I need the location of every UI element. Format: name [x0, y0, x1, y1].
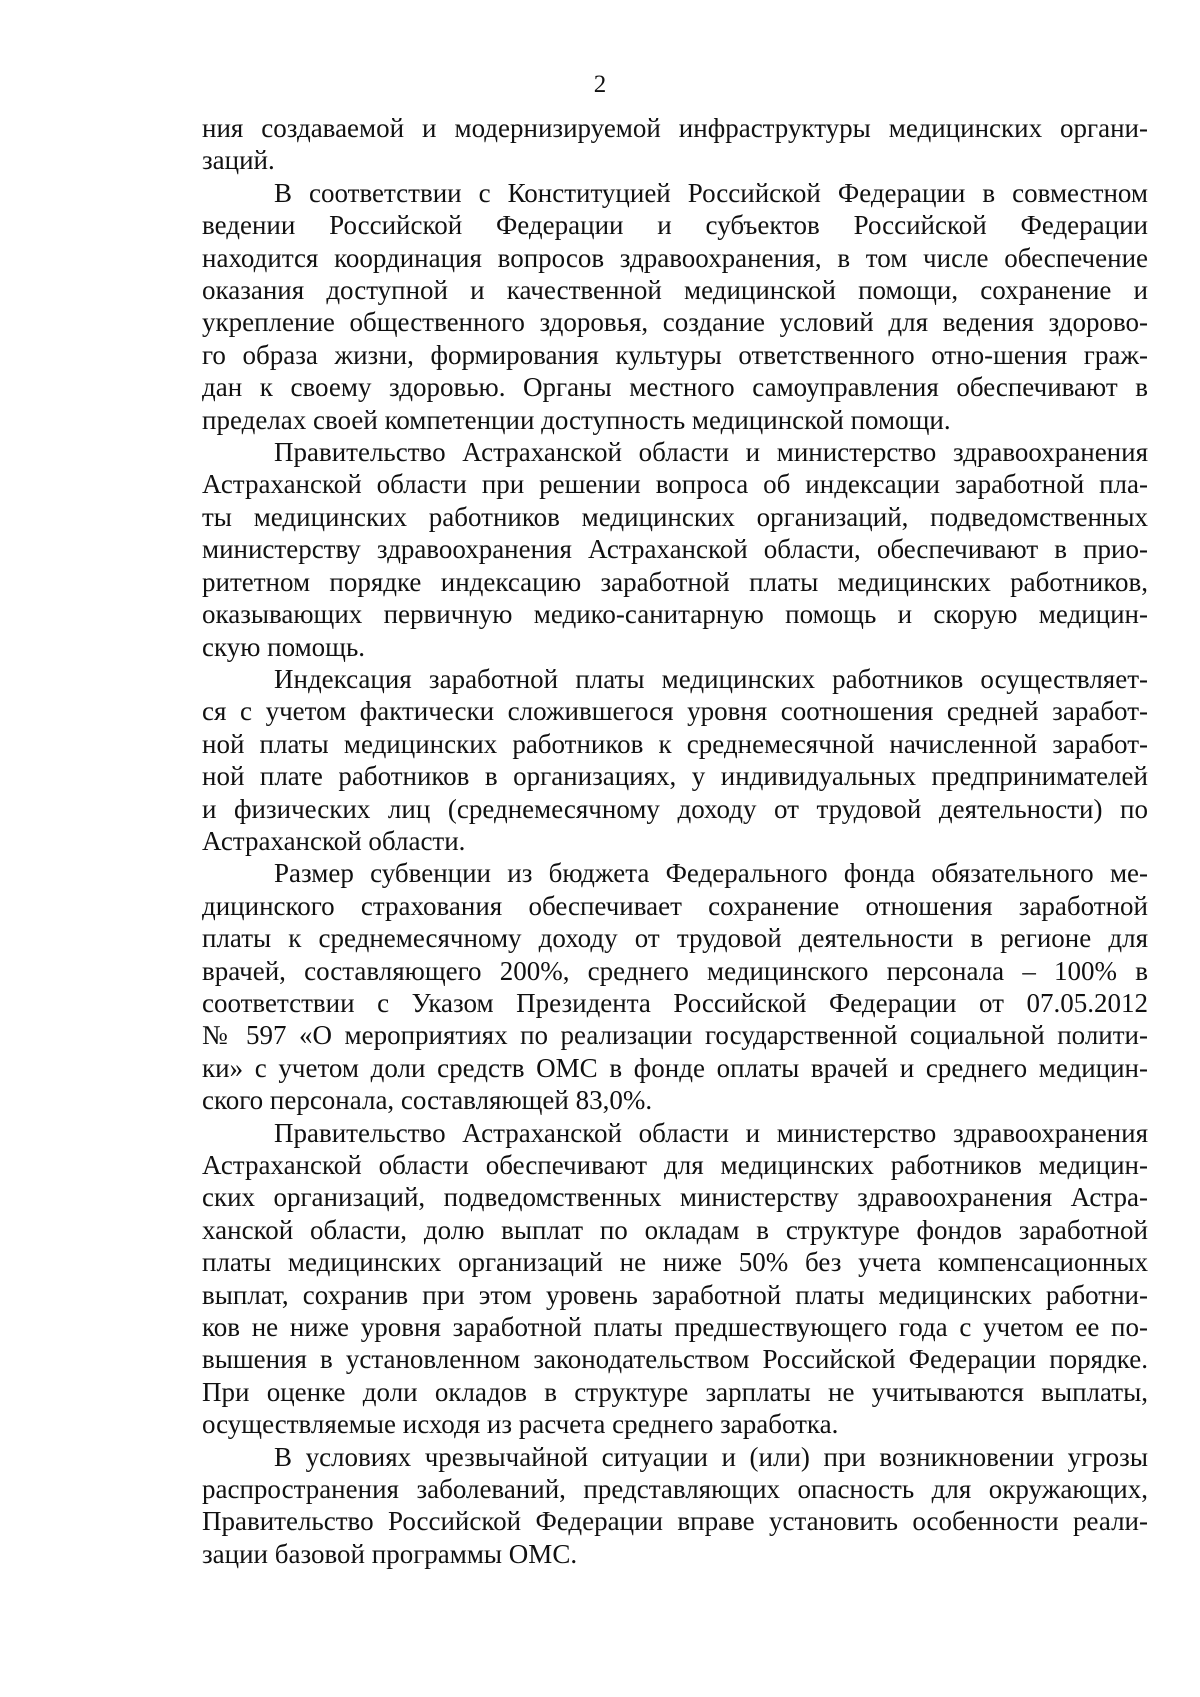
text-line: выплат, сохранив при этом уровень заработной платы медицинских работни- — [202, 1279, 1148, 1310]
text-line: № 597 «О мероприятиях по реализации государственной социальной полити- — [202, 1020, 1148, 1051]
text-line: находится координация вопросов здравоохранения, в том числе обеспечение — [202, 242, 1148, 273]
text-line: Астраханской области. — [202, 825, 466, 856]
text-line: оказывающих первичную медико-санитарную помощь и скорую медицин- — [202, 599, 1148, 630]
text-line: заций. — [202, 145, 275, 176]
text-line: При оценке доли окладов в структуре зарплаты не учитываются выплаты, — [202, 1376, 1148, 1407]
text-line: В условиях чрезвычайной ситуации и (или) при возникновении угрозы — [274, 1441, 1148, 1472]
text-line: ведении Российской Федерации и субъектов Российской Федерации — [202, 210, 1148, 241]
text-line: министерству здравоохранения Астраханской области, обеспечивают в прио- — [202, 534, 1148, 565]
text-line: распространения заболеваний, представляющих опасность для окружающих, — [202, 1474, 1148, 1505]
paragraph-2 — [202, 177, 1148, 436]
text-line: ских организаций, подведомственных министерству здравоохранения Астра- — [202, 1182, 1148, 1213]
text-line: ки» с учетом доли средств ОМС в фонде оплаты врачей и среднего медицин- — [202, 1052, 1148, 1083]
text-line: ния создаваемой и модернизируемой инфраструктуры медицинских органи- — [202, 113, 1148, 143]
document-body — [202, 112, 1148, 1570]
text-line: Индексация заработной платы медицинских работников осуществляет- — [274, 663, 1148, 694]
text-line: Правительство Астраханской области и министерство здравоохранения — [274, 437, 1148, 468]
text-line: Правительство Российской Федерации вправе установить особенности реали- — [202, 1506, 1148, 1537]
paragraph-6 — [202, 1117, 1148, 1441]
text-line: платы к среднемесячному доходу от трудовой деятельности в регионе для — [202, 923, 1148, 954]
text-line: ханской области, долю выплат по окладам в структуре фондов заработной — [202, 1214, 1148, 1245]
text-line: ты медицинских работников медицинских организаций, подведомственных — [202, 501, 1148, 532]
text-line: вышения в установленном законодательством Российской Федерации порядке. — [202, 1344, 1148, 1375]
text-line: В соответствии с Конституцией Российской Федерации в совместном — [274, 177, 1148, 208]
text-line: Правительство Астраханской области и министерство здравоохранения — [274, 1117, 1148, 1148]
text-line: дан к своему здоровью. Органы местного самоуправления обеспечивают в — [202, 372, 1148, 403]
text-line: Астраханской области обеспечивают для медицинских работников медицин- — [202, 1150, 1148, 1180]
text-line: ритетном порядке индексацию заработной платы медицинских работников, — [202, 566, 1148, 597]
text-line: врачей, составляющего 200%, среднего медицинского персонала – 100% в — [202, 955, 1148, 986]
text-line: соответствии с Указом Президента Российской Федерации от 07.05.2012 — [202, 987, 1148, 1018]
text-line: скую помощь. — [202, 631, 366, 662]
text-line: дицинского страхования обеспечивает сохранение отношения заработной — [202, 890, 1148, 921]
text-line: ков не ниже уровня заработной платы предшествующего года с учетом ее по- — [202, 1312, 1148, 1343]
text-line: осуществляемые исходя из расчета среднего заработка. — [202, 1409, 839, 1440]
page-number: 2 — [593, 71, 607, 98]
text-line: ной плате работников в организациях, у индивидуальных предпринимателей — [202, 761, 1148, 792]
text-line: платы медицинских организаций не ниже 50% без учета компенсационных — [202, 1247, 1148, 1278]
text-line: пределах своей компетенции доступность медицинской помощи. — [202, 404, 951, 435]
paragraph-4 — [202, 663, 1148, 857]
text-line: и физических лиц (среднемесячному доходу от трудовой деятельности) по — [202, 793, 1148, 824]
text-line: Астраханской области при решении вопроса об индексации заработной пла- — [202, 469, 1148, 500]
text-line: ся с учетом фактически сложившегося уровня соотношения средней заработ- — [202, 696, 1148, 727]
paragraph-3 — [202, 436, 1148, 663]
text-line: ского персонала, составляющей 83,0%. — [202, 1085, 653, 1116]
text-line: ной платы медицинских работников к среднемесячной начисленной заработ- — [202, 728, 1148, 759]
text-line: укрепление общественного здоровья, создание условий для ведения здорово- — [202, 307, 1148, 338]
text-line: оказания доступной и качественной медицинской помощи, сохранение и — [202, 275, 1148, 306]
paragraph-1 — [202, 112, 1148, 177]
paragraph-7 — [202, 1441, 1148, 1571]
text-line: Размер субвенции из бюджета Федерального фонда обязательного ме- — [274, 858, 1148, 889]
text-line: зации базовой программы ОМС. — [202, 1538, 578, 1569]
text-line: го образа жизни, формирования культуры ответственного отно-шения граж- — [202, 339, 1148, 370]
paragraph-5 — [202, 857, 1148, 1116]
